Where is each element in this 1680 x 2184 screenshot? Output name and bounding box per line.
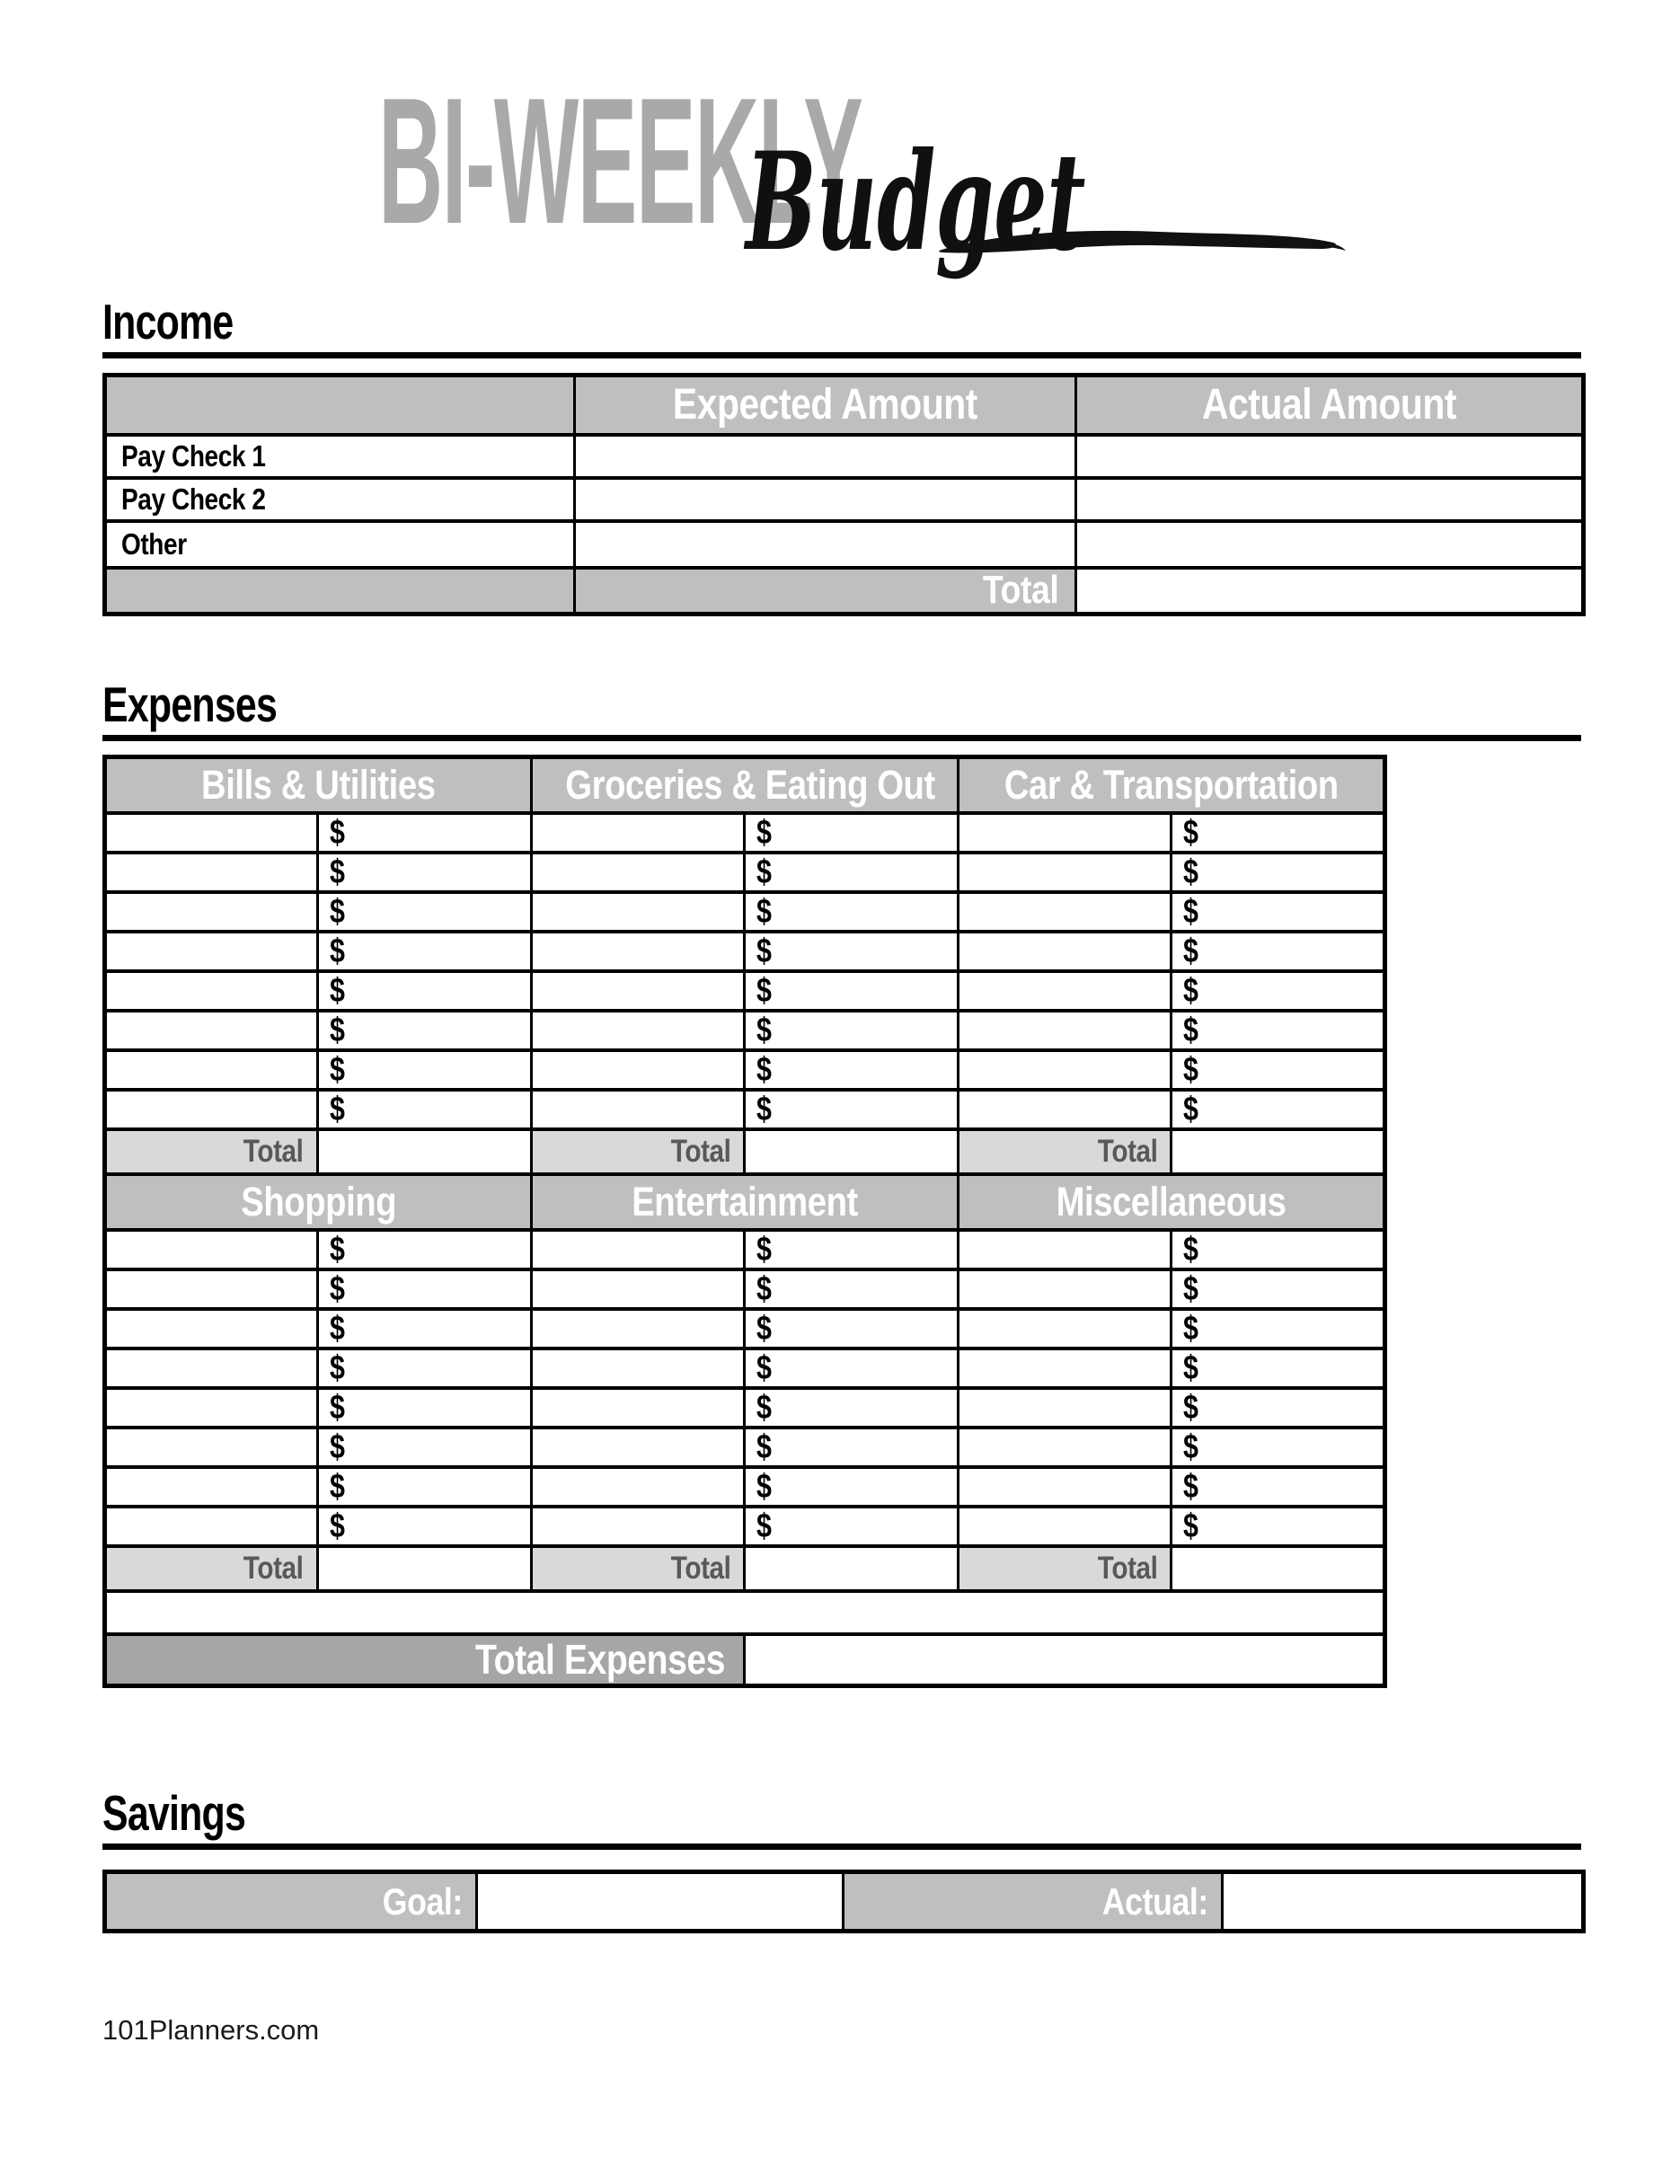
expense-entry-row: [105, 1309, 1385, 1348]
currency-symbol: $: [1183, 1309, 1198, 1348]
expense-amount-cell[interactable]: [318, 813, 532, 853]
expenses-section: [102, 675, 1581, 1688]
expense-description-cell[interactable]: [105, 932, 318, 971]
currency-symbol: $: [756, 1467, 772, 1506]
expense-description-cell[interactable]: [959, 1269, 1172, 1309]
expense-amount-cell[interactable]: [1172, 1388, 1385, 1428]
expense-amount-cell[interactable]: [318, 1269, 532, 1309]
category-header-label: Shopping: [241, 1179, 396, 1225]
expense-amount-cell[interactable]: [1172, 1467, 1385, 1507]
other-label: Other: [121, 527, 187, 561]
expense-entry-row: [105, 1348, 1385, 1388]
savings-row: [105, 1872, 1584, 1932]
expense-amount-cell[interactable]: [745, 971, 959, 1011]
expense-description-cell[interactable]: [105, 971, 318, 1011]
category-header-cell: [105, 1174, 532, 1230]
expense-amount-cell[interactable]: [318, 853, 532, 892]
expense-amount-cell[interactable]: [318, 1507, 532, 1546]
other-label-cell: [105, 521, 575, 568]
expense-amount-cell[interactable]: [745, 1230, 959, 1269]
expense-description-cell[interactable]: [959, 1467, 1172, 1507]
category-total-value-cell[interactable]: [1172, 1129, 1385, 1174]
category-total-label-cell: [105, 1129, 318, 1174]
expense-description-cell[interactable]: [105, 1348, 318, 1388]
expense-description-cell[interactable]: [532, 1230, 745, 1269]
expense-category-header-row: [105, 1174, 1385, 1230]
category-total-label-cell: [105, 1546, 318, 1591]
expense-amount-cell[interactable]: [1172, 1428, 1385, 1467]
expense-amount-cell[interactable]: [745, 1309, 959, 1348]
category-total-value-cell[interactable]: [318, 1129, 532, 1174]
expense-amount-cell[interactable]: [318, 1090, 532, 1129]
expense-description-cell[interactable]: [105, 1507, 318, 1546]
expense-description-cell[interactable]: [105, 1230, 318, 1269]
expense-amount-cell[interactable]: [745, 1428, 959, 1467]
expense-entry-row: [105, 1050, 1385, 1090]
expense-description-cell[interactable]: [105, 1011, 318, 1050]
expense-description-cell[interactable]: [959, 853, 1172, 892]
expense-amount-cell[interactable]: [745, 1269, 959, 1309]
other-actual-cell[interactable]: [1076, 521, 1584, 568]
expense-description-cell[interactable]: [532, 1467, 745, 1507]
category-header-cell: [105, 757, 532, 813]
expense-amount-cell[interactable]: [745, 1050, 959, 1090]
income-total-label: Total: [982, 568, 1058, 613]
category-total-row: [105, 1129, 1385, 1174]
category-total-value-cell[interactable]: [745, 1546, 959, 1591]
expense-description-cell[interactable]: [532, 1428, 745, 1467]
expense-amount-cell[interactable]: [318, 1050, 532, 1090]
savings-actual-value-cell[interactable]: [1223, 1872, 1584, 1932]
currency-symbol: $: [1183, 1230, 1198, 1269]
savings-heading: Savings: [102, 1785, 246, 1841]
expense-description-cell[interactable]: [532, 1011, 745, 1050]
currency-symbol: $: [1183, 1011, 1198, 1049]
expense-amount-cell[interactable]: [318, 1428, 532, 1467]
expenses-heading: Expenses: [102, 676, 278, 732]
expense-description-cell[interactable]: [959, 971, 1172, 1011]
income-table: [102, 373, 1586, 616]
currency-symbol: $: [330, 1507, 345, 1545]
total-expenses-label-cell: [105, 1634, 745, 1686]
currency-symbol: $: [330, 1428, 345, 1466]
currency-symbol: $: [1183, 813, 1198, 852]
expense-amount-cell[interactable]: [745, 892, 959, 932]
expense-description-cell[interactable]: [532, 932, 745, 971]
income-total-value-cell[interactable]: [1076, 568, 1584, 615]
category-header-label: Miscellaneous: [1056, 1179, 1287, 1225]
currency-symbol: $: [330, 971, 345, 1010]
category-header-cell: [959, 757, 1385, 813]
paycheck1-label: Pay Check 1: [121, 439, 266, 473]
savings-heading-rule: [102, 1844, 1581, 1850]
expense-description-cell[interactable]: [532, 813, 745, 853]
expense-description-cell[interactable]: [959, 1388, 1172, 1428]
category-total-label-cell: [959, 1546, 1172, 1591]
savings-goal-value-cell[interactable]: [477, 1872, 844, 1932]
currency-symbol: $: [330, 1348, 345, 1387]
expense-amount-cell[interactable]: [318, 892, 532, 932]
expense-entry-row: [105, 1467, 1385, 1507]
expense-description-cell[interactable]: [105, 1090, 318, 1129]
currency-symbol: $: [330, 853, 345, 891]
savings-actual-label: Actual:: [1101, 1879, 1208, 1923]
expense-amount-cell[interactable]: [318, 932, 532, 971]
category-total-label: Total: [1097, 1134, 1158, 1169]
category-total-label-cell: [532, 1129, 745, 1174]
expense-description-cell[interactable]: [532, 1269, 745, 1309]
expense-amount-cell[interactable]: [1172, 1309, 1385, 1348]
expense-amount-cell[interactable]: [745, 1388, 959, 1428]
other-expected-cell[interactable]: [575, 521, 1076, 568]
currency-symbol: $: [1183, 853, 1198, 891]
currency-symbol: $: [1183, 1050, 1198, 1089]
currency-symbol: $: [1183, 932, 1198, 970]
category-header-cell: [532, 757, 959, 813]
category-total-label: Total: [243, 1134, 304, 1169]
expense-amount-cell[interactable]: [1172, 1090, 1385, 1129]
expense-amount-cell[interactable]: [745, 932, 959, 971]
category-header-label: Bills & Utilities: [201, 762, 436, 809]
currency-symbol: $: [1183, 1269, 1198, 1308]
title-biweekly-text: BI-WEEKLY: [378, 61, 862, 261]
paycheck2-actual-cell[interactable]: [1076, 478, 1584, 521]
currency-symbol: $: [330, 1269, 345, 1308]
savings-actual-label-cell: [844, 1872, 1223, 1932]
currency-symbol: $: [756, 1230, 772, 1269]
expense-amount-cell[interactable]: [745, 1348, 959, 1388]
expense-entry-row: [105, 1230, 1385, 1269]
income-header-blank-cell: [105, 376, 575, 435]
expense-amount-cell[interactable]: [318, 1388, 532, 1428]
currency-symbol: $: [756, 971, 772, 1010]
expense-entry-row: [105, 1388, 1385, 1428]
expense-amount-cell[interactable]: [318, 1011, 532, 1050]
category-total-value-cell[interactable]: [318, 1546, 532, 1591]
expense-amount-cell[interactable]: [1172, 892, 1385, 932]
expense-description-cell[interactable]: [105, 1269, 318, 1309]
currency-symbol: $: [330, 1388, 345, 1427]
expense-description-cell[interactable]: [959, 932, 1172, 971]
expense-description-cell[interactable]: [532, 1050, 745, 1090]
expense-description-cell[interactable]: [105, 1467, 318, 1507]
currency-symbol: $: [1183, 1507, 1198, 1545]
expense-entry-row: [105, 1428, 1385, 1467]
category-header-label: Groceries & Eating Out: [565, 762, 935, 809]
expense-amount-cell[interactable]: [1172, 971, 1385, 1011]
income-header-row: [105, 376, 1584, 435]
expense-description-cell[interactable]: [532, 1507, 745, 1546]
income-heading-rule: [102, 352, 1581, 358]
expense-amount-cell[interactable]: [318, 1309, 532, 1348]
expense-description-cell[interactable]: [105, 853, 318, 892]
income-section: [102, 292, 1581, 616]
currency-symbol: $: [756, 853, 772, 891]
expected-amount-label: Expected Amount: [673, 380, 977, 429]
savings-goal-label-cell: [105, 1872, 477, 1932]
category-total-label: Total: [670, 1134, 731, 1169]
expenses-table: [102, 755, 1387, 1688]
savings-goal-label: Goal:: [382, 1879, 463, 1923]
category-total-value-cell[interactable]: [1172, 1546, 1385, 1591]
savings-section: [102, 1783, 1581, 1933]
currency-symbol: $: [330, 1230, 345, 1269]
currency-symbol: $: [756, 1090, 772, 1128]
expense-entry-row: [105, 813, 1385, 853]
expense-description-cell[interactable]: [959, 1230, 1172, 1269]
expenses-spacer-cell: [105, 1591, 1385, 1634]
category-total-label: Total: [1097, 1551, 1158, 1586]
expense-amount-cell[interactable]: [1172, 1230, 1385, 1269]
income-total-label-cell: [575, 568, 1076, 615]
expense-description-cell[interactable]: [532, 853, 745, 892]
expense-entry-row: [105, 971, 1385, 1011]
expenses-heading-rule: [102, 735, 1581, 741]
expense-amount-cell[interactable]: [318, 1348, 532, 1388]
total-expenses-label: Total Expenses: [475, 1636, 726, 1684]
expense-amount-cell[interactable]: [1172, 1269, 1385, 1309]
expense-amount-cell[interactable]: [1172, 853, 1385, 892]
currency-symbol: $: [1183, 1348, 1198, 1387]
expense-description-cell[interactable]: [959, 1309, 1172, 1348]
category-total-row: [105, 1546, 1385, 1591]
savings-table: [102, 1870, 1586, 1933]
currency-symbol: $: [330, 1090, 345, 1128]
expense-amount-cell[interactable]: [318, 1467, 532, 1507]
currency-symbol: $: [756, 1011, 772, 1049]
currency-symbol: $: [330, 1050, 345, 1089]
paycheck2-label-cell: [105, 478, 575, 521]
category-total-label: Total: [243, 1551, 304, 1586]
income-row-other: [105, 521, 1584, 568]
paycheck2-label: Pay Check 2: [121, 482, 266, 516]
expense-description-cell[interactable]: [532, 1309, 745, 1348]
currency-symbol: $: [1183, 1388, 1198, 1427]
expense-description-cell[interactable]: [959, 1428, 1172, 1467]
currency-symbol: $: [330, 1467, 345, 1506]
currency-symbol: $: [756, 1507, 772, 1545]
expense-description-cell[interactable]: [532, 1090, 745, 1129]
expense-description-cell[interactable]: [959, 1050, 1172, 1090]
currency-symbol: $: [330, 892, 345, 931]
expense-amount-cell[interactable]: [745, 813, 959, 853]
page-title: [0, 0, 1680, 296]
expense-amount-cell[interactable]: [745, 1090, 959, 1129]
expense-description-cell[interactable]: [959, 1507, 1172, 1546]
actual-amount-label: Actual Amount: [1201, 380, 1457, 429]
expense-amount-cell[interactable]: [1172, 1348, 1385, 1388]
site-credit: 101Planners.com: [102, 2014, 320, 2046]
expense-description-cell[interactable]: [105, 892, 318, 932]
expense-amount-cell[interactable]: [1172, 1507, 1385, 1546]
expense-entry-row: [105, 892, 1385, 932]
currency-symbol: $: [330, 932, 345, 970]
expense-entry-row: [105, 853, 1385, 892]
currency-symbol: $: [330, 1011, 345, 1049]
expense-amount-cell[interactable]: [1172, 813, 1385, 853]
currency-symbol: $: [1183, 1467, 1198, 1506]
currency-symbol: $: [1183, 892, 1198, 931]
category-header-cell: [532, 1174, 959, 1230]
expense-category-header-row: [105, 757, 1385, 813]
paycheck1-expected-cell[interactable]: [575, 435, 1076, 478]
currency-symbol: $: [756, 892, 772, 931]
income-header-actual-cell: [1076, 376, 1584, 435]
category-total-label: Total: [670, 1551, 731, 1586]
expense-description-cell[interactable]: [532, 1388, 745, 1428]
currency-symbol: $: [756, 1269, 772, 1308]
paycheck1-label-cell: [105, 435, 575, 478]
currency-symbol: $: [330, 1309, 345, 1348]
expense-amount-cell[interactable]: [318, 1230, 532, 1269]
category-total-label-cell: [959, 1129, 1172, 1174]
income-heading: Income: [102, 294, 234, 349]
total-expenses-value-cell[interactable]: [745, 1634, 1385, 1686]
expense-description-cell[interactable]: [105, 1428, 318, 1467]
expense-description-cell[interactable]: [105, 1050, 318, 1090]
income-header-expected-cell: [575, 376, 1076, 435]
paycheck1-actual-cell[interactable]: [1076, 435, 1584, 478]
expense-amount-cell[interactable]: [745, 1011, 959, 1050]
expense-description-cell[interactable]: [959, 813, 1172, 853]
currency-symbol: $: [756, 1428, 772, 1466]
expense-description-cell[interactable]: [959, 892, 1172, 932]
expense-description-cell[interactable]: [959, 1090, 1172, 1129]
currency-symbol: $: [756, 932, 772, 970]
expense-amount-cell[interactable]: [745, 853, 959, 892]
income-row-paycheck1: [105, 435, 1584, 478]
income-total-blank-cell: [105, 568, 575, 615]
currency-symbol: $: [1183, 971, 1198, 1010]
expense-description-cell[interactable]: [959, 1011, 1172, 1050]
expense-description-cell[interactable]: [532, 971, 745, 1011]
income-total-row: [105, 568, 1584, 615]
expense-description-cell[interactable]: [959, 1348, 1172, 1388]
income-row-paycheck2: [105, 478, 1584, 521]
expense-amount-cell[interactable]: [1172, 1011, 1385, 1050]
expense-entry-row: [105, 1269, 1385, 1309]
currency-symbol: $: [756, 1309, 772, 1348]
category-header-cell: [959, 1174, 1385, 1230]
expense-entry-row: [105, 1011, 1385, 1050]
expense-description-cell[interactable]: [105, 1388, 318, 1428]
category-header-label: Car & Transportation: [1004, 762, 1339, 809]
expense-entry-row: [105, 1090, 1385, 1129]
currency-symbol: $: [1183, 1428, 1198, 1466]
expense-description-cell[interactable]: [532, 892, 745, 932]
expense-description-cell[interactable]: [105, 1309, 318, 1348]
currency-symbol: $: [756, 813, 772, 852]
expense-entry-row: [105, 932, 1385, 971]
expense-amount-cell[interactable]: [1172, 1050, 1385, 1090]
currency-symbol: $: [756, 1348, 772, 1387]
currency-symbol: $: [1183, 1090, 1198, 1128]
expense-description-cell[interactable]: [532, 1348, 745, 1388]
expense-amount-cell[interactable]: [745, 1507, 959, 1546]
expenses-spacer-row: [105, 1591, 1385, 1634]
category-header-label: Entertainment: [632, 1179, 858, 1225]
expense-description-cell[interactable]: [105, 813, 318, 853]
expense-amount-cell[interactable]: [1172, 932, 1385, 971]
expense-amount-cell[interactable]: [318, 971, 532, 1011]
currency-symbol: $: [756, 1388, 772, 1427]
expense-amount-cell[interactable]: [745, 1467, 959, 1507]
total-expenses-row: [105, 1634, 1385, 1686]
title-budget-script-text: Budget: [746, 123, 1086, 281]
category-total-value-cell[interactable]: [745, 1129, 959, 1174]
paycheck2-expected-cell[interactable]: [575, 478, 1076, 521]
category-total-label-cell: [532, 1546, 745, 1591]
currency-symbol: $: [330, 813, 345, 852]
currency-symbol: $: [756, 1050, 772, 1089]
expense-entry-row: [105, 1507, 1385, 1546]
